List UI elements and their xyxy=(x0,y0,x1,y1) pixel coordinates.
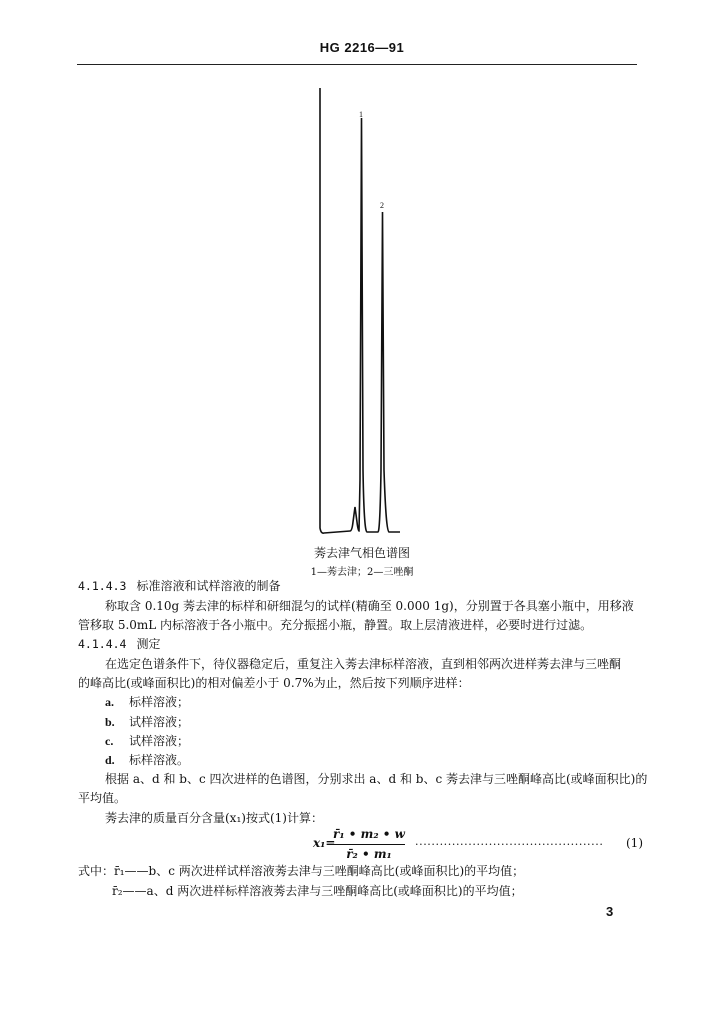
section-4-1-4-3-heading xyxy=(78,578,280,594)
list-item-text: 标样溶液； xyxy=(129,695,190,709)
list-item-letter: b. xyxy=(105,715,115,729)
list-item-letter: c. xyxy=(105,734,114,748)
paragraph-line: 平均值。 xyxy=(78,791,127,805)
peak-2-label: 2 xyxy=(380,201,384,210)
section-title: 标准溶液和试样溶液的制备 xyxy=(136,579,281,593)
section-number: 4.1.4.4 xyxy=(78,637,127,651)
equation-numerator: r̄₁ • m₂ • w xyxy=(333,827,405,841)
section-title: 测定 xyxy=(136,637,161,651)
equation-fraction xyxy=(333,826,405,863)
where-line: 式中：r̄₁——b、c 两次进样试样溶液莠去津与三唑酮峰高比(或峰面积比)的平均值； xyxy=(78,864,525,878)
equation-1 xyxy=(313,826,643,866)
header-standard-code: HG 2216—91 xyxy=(319,40,405,55)
list-item xyxy=(105,752,189,768)
list-item-text: 标样溶液。 xyxy=(129,753,190,767)
list-item xyxy=(105,714,189,730)
figure-caption: 莠去津气相色谱图 xyxy=(313,546,410,560)
peak-1-label: 1 xyxy=(359,110,363,119)
list-item-letter: d. xyxy=(105,753,115,767)
section-4-1-4-4-heading xyxy=(78,636,160,652)
figure-legend: 1—莠去津；2—三唑酮 xyxy=(310,567,414,578)
chromatogram-trace xyxy=(320,88,400,533)
paragraph-line: 根据 a、d 和 b、c 四次进样的色谱图，分别求出 a、d 和 b、c 莠去津与三唑酮峰高比(或峰面积比)的 xyxy=(105,772,648,786)
paragraph-line: 管移取 5.0mL 内标溶液于各小瓶中。充分振摇小瓶，静置。取上层清液进样，必要时进行过滤。 xyxy=(78,618,593,632)
list-item-text: 试样溶液； xyxy=(129,734,190,748)
paragraph-line: 在选定色谱条件下，待仪器稳定后，重复注入莠去津标样溶液，直到相邻两次进样莠去津与三唑酮 xyxy=(105,657,622,671)
equation-number: (1) xyxy=(626,836,643,850)
section-number: 4.1.4.3 xyxy=(78,579,127,593)
list-item xyxy=(105,694,189,710)
equation-denominator: r̄₂ • m₁ xyxy=(346,847,392,861)
fraction-bar xyxy=(333,844,405,845)
list-item xyxy=(105,733,189,749)
paragraph-line: 称取含 0.10g 莠去津的标样和研细混匀的试样(精确至 0.000 1g)，分别置于各具塞小瓶中，用移液 xyxy=(105,599,634,613)
list-item-text: 试样溶液； xyxy=(129,715,190,729)
paragraph-line: 莠去津的质量百分含量(x₁)按式(1)计算： xyxy=(105,811,323,825)
equation-leader-dots: .............................................. xyxy=(415,835,604,848)
paragraph-line: 的峰高比(或峰面积比)的相对偏差小于 0.7%为止，然后按下列顺序进样： xyxy=(78,676,470,690)
where-line: r̄₂——a、d 两次进样标样溶液莠去津与三唑酮峰高比(或峰面积比)的平均值； xyxy=(112,884,523,898)
page-number: 3 xyxy=(606,904,614,919)
list-item-letter: a. xyxy=(105,695,114,709)
equation-lhs: x₁= xyxy=(313,836,336,850)
